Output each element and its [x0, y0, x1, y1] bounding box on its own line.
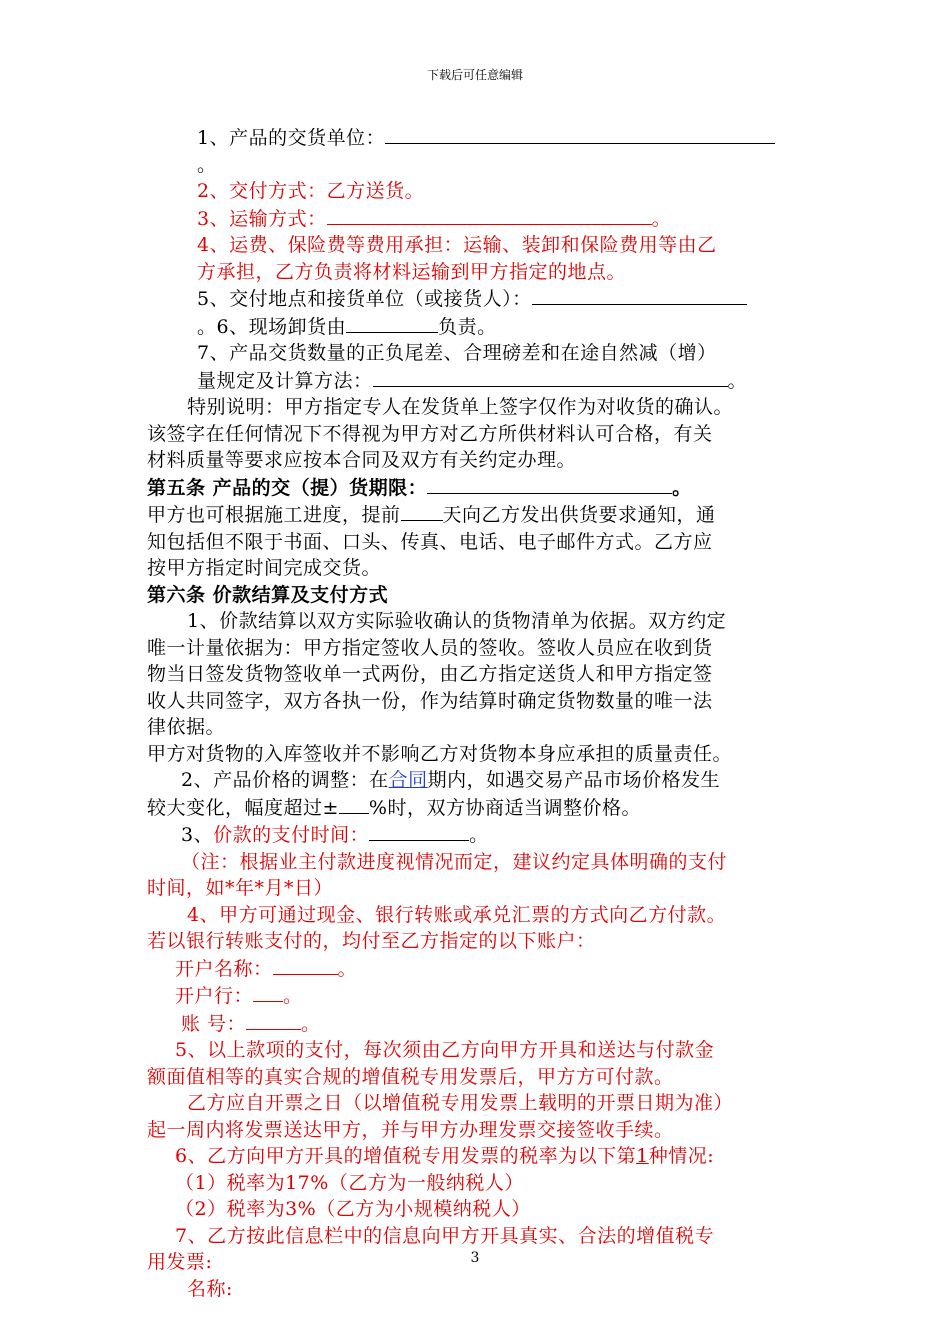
article-6-p4-b — [147, 928, 807, 955]
text: 价款的支付时间： — [213, 824, 370, 846]
text: 名称: — [187, 1277, 233, 1300]
text: 按甲方指定时间完成交货。 — [147, 557, 382, 579]
article-6-p5-c — [147, 1090, 807, 1117]
page-header: 下载后可任意编辑 — [426, 68, 523, 82]
clause-4-item-6 — [147, 313, 807, 341]
clause-4-item-1 — [147, 124, 807, 152]
blank-field — [385, 124, 775, 144]
text: （2）税率为3%（乙方为小规模纳税人） — [175, 1198, 531, 1220]
contract-link[interactable]: 合同 — [388, 769, 428, 791]
article-6-p5-b — [147, 1064, 807, 1091]
article-6-p1-d — [147, 688, 807, 715]
text: 乙方应自开票之日（以增值税专用发票上载明的开票日期为准） — [187, 1092, 734, 1114]
text: 。 — [301, 1012, 321, 1035]
article-6-p2-b — [147, 794, 807, 822]
text: 账 号： — [181, 1012, 247, 1035]
article-5-line-1 — [147, 501, 807, 529]
text: 。 — [672, 476, 692, 499]
article-6-p1-b — [147, 635, 807, 662]
text: 起一周内将发票送达甲方，并与甲方办理发票交接签收手续。 — [147, 1118, 674, 1141]
text: 律依据。 — [147, 716, 226, 738]
blank-field — [532, 285, 747, 305]
article-6-heading — [147, 582, 807, 609]
text: 甲方也可根据施工进度，提前 — [147, 504, 401, 526]
invoice-name — [147, 1276, 807, 1303]
text: 7、产品交货数量的正负尾差、合理磅差和在途自然减（增） — [197, 342, 717, 364]
text: 2、产品价格的调整：在 — [181, 769, 389, 791]
clause-4-item-7a — [147, 340, 807, 367]
article-5-line-3 — [147, 555, 807, 582]
article-6-p2-a — [147, 767, 807, 794]
text: 甲方对货物的入库签收并不影响乙方对货物本身应承担的质量责任。 — [147, 742, 733, 765]
text: 第五条 产品的交（提）货期限： — [147, 476, 428, 499]
clause-4-item-4b — [147, 259, 807, 286]
text: 。 — [197, 153, 217, 176]
text: 。 — [651, 207, 672, 230]
text: 较大变化，幅度超过± — [147, 796, 339, 819]
article-6-p6 — [147, 1143, 807, 1170]
text: 该签字在任何情况下不得视为甲方对乙方所供材料认可合格，有关 — [147, 422, 713, 445]
text: 开户名称： — [175, 957, 273, 980]
article-6-p4-a — [147, 902, 807, 929]
text: 3、 — [181, 824, 214, 846]
article-6-p3 — [147, 821, 807, 849]
text: 知包括但不限于书面、口头、传真、电话、电子邮件方式。乙方应 — [147, 530, 713, 553]
tax-option-2 — [147, 1196, 807, 1223]
article-6-p1-c — [147, 661, 807, 688]
article-5-line-2 — [147, 529, 807, 556]
clause-4-item-2 — [147, 178, 807, 205]
article-6-p5-d — [147, 1117, 807, 1144]
note-line-2 — [147, 875, 807, 902]
account-number — [147, 1010, 807, 1038]
special-note-2 — [147, 421, 807, 448]
text: 。 — [337, 957, 358, 980]
text: 3、运输方式： — [197, 207, 327, 230]
text: 7、乙方按此信息栏中的信息向甲方开具真实、合法的增值税专 — [175, 1224, 715, 1247]
text: 。6、现场卸货由 — [197, 315, 347, 338]
text: 量规定及计算方法： — [197, 369, 373, 392]
text: 第六条 价款结算及支付方式 — [147, 583, 389, 606]
article-6-p7-a — [147, 1223, 807, 1250]
blank-field — [273, 955, 338, 975]
clause-4-item-7b — [147, 367, 807, 395]
text: 唯一计量依据为：甲方指定签收人员的签收。签收人员应在收到货 — [147, 636, 713, 659]
text: 天向乙方发出供货要求通知，通 — [442, 504, 716, 526]
text: 物当日签发货物签收单一式两份，由乙方指定送货人和甲方指定签 — [147, 663, 713, 685]
text: 。 — [283, 985, 303, 1007]
blank-field — [427, 474, 672, 494]
text: 开户行： — [175, 985, 254, 1007]
text: 6、乙方向甲方开具的增值税专用发票的税率为以下第 — [175, 1145, 637, 1167]
text: 1、产品的交货单位： — [197, 127, 386, 149]
article-6-p1-f — [147, 741, 807, 768]
text: 收人共同签字，双方各执一份，作为结算时确定货物数量的唯一法 — [147, 689, 713, 712]
text: 特别说明：甲方指定专人在发货单上签字仅作为对收货的确认。 — [187, 396, 734, 418]
article-5-heading — [147, 474, 807, 502]
text: 5、交付地点和接货单位（或接货人）： — [197, 288, 532, 310]
text: 材料质量等要求应按本合同及双方有关约定办理。 — [147, 449, 577, 471]
text: 时间，如*年*月*日） — [147, 877, 334, 899]
text: 方承担，乙方负责将材料运输到甲方指定的地点。 — [197, 260, 627, 283]
text: 。 — [727, 369, 748, 392]
article-6-p1-a — [147, 608, 807, 635]
clause-4-item-4a — [147, 232, 807, 259]
blank-field — [369, 821, 469, 841]
text: 1 — [636, 1145, 649, 1167]
clause-4-item-1-end — [147, 152, 807, 179]
note-line-1 — [147, 849, 807, 876]
document-body — [147, 122, 807, 1302]
text: %时，双方协商适当调整价格。 — [368, 796, 641, 819]
page-number: 3 — [470, 1250, 480, 1266]
text: 种情况: — [648, 1145, 715, 1167]
article-6-p1-e — [147, 714, 807, 741]
blank-field — [246, 1010, 301, 1030]
blank-field — [327, 205, 652, 225]
blank-field — [373, 367, 728, 387]
text: 2、交付方式：乙方送货。 — [197, 180, 425, 202]
text: 。 — [469, 824, 489, 846]
text: （注：根据业主付款进度视情况而定，建议约定具体明确的支付 — [181, 850, 728, 873]
blank-field — [401, 501, 443, 521]
special-note-3 — [147, 447, 807, 474]
account-name — [147, 955, 807, 983]
clause-4-item-3 — [147, 205, 807, 233]
text: 额面值相等的真实合规的增值税专用发票后，甲方方可付款。 — [147, 1065, 674, 1088]
clause-4-item-5 — [147, 285, 807, 313]
text: 期内，如遇交易产品市场价格发生 — [427, 769, 721, 791]
text: 4、甲方可通过现金、银行转账或承兑汇票的方式向乙方付款。 — [187, 903, 727, 926]
text: （1）税率为17%（乙方为一般纳税人） — [175, 1171, 524, 1194]
text: 负责。 — [438, 315, 497, 338]
tax-option-1 — [147, 1170, 807, 1197]
text: 4、运费、保险费等费用承担：运输、装卸和保险费用等由乙 — [197, 234, 717, 256]
text: 若以银行转账支付的，均付至乙方指定的以下账户： — [147, 930, 596, 952]
blank-field — [339, 794, 369, 814]
account-bank — [147, 982, 807, 1010]
text: 1、价款结算以双方实际验收确认的货物清单为依据。双方约定 — [187, 610, 727, 632]
blank-field — [346, 313, 438, 333]
article-6-p5-a — [147, 1037, 807, 1064]
text: 5、以上款项的支付，每次须由乙方向甲方开具和送达与付款金 — [175, 1039, 715, 1061]
special-note-1 — [147, 394, 807, 421]
text: 用发票: — [147, 1251, 213, 1273]
blank-field — [253, 982, 283, 1002]
